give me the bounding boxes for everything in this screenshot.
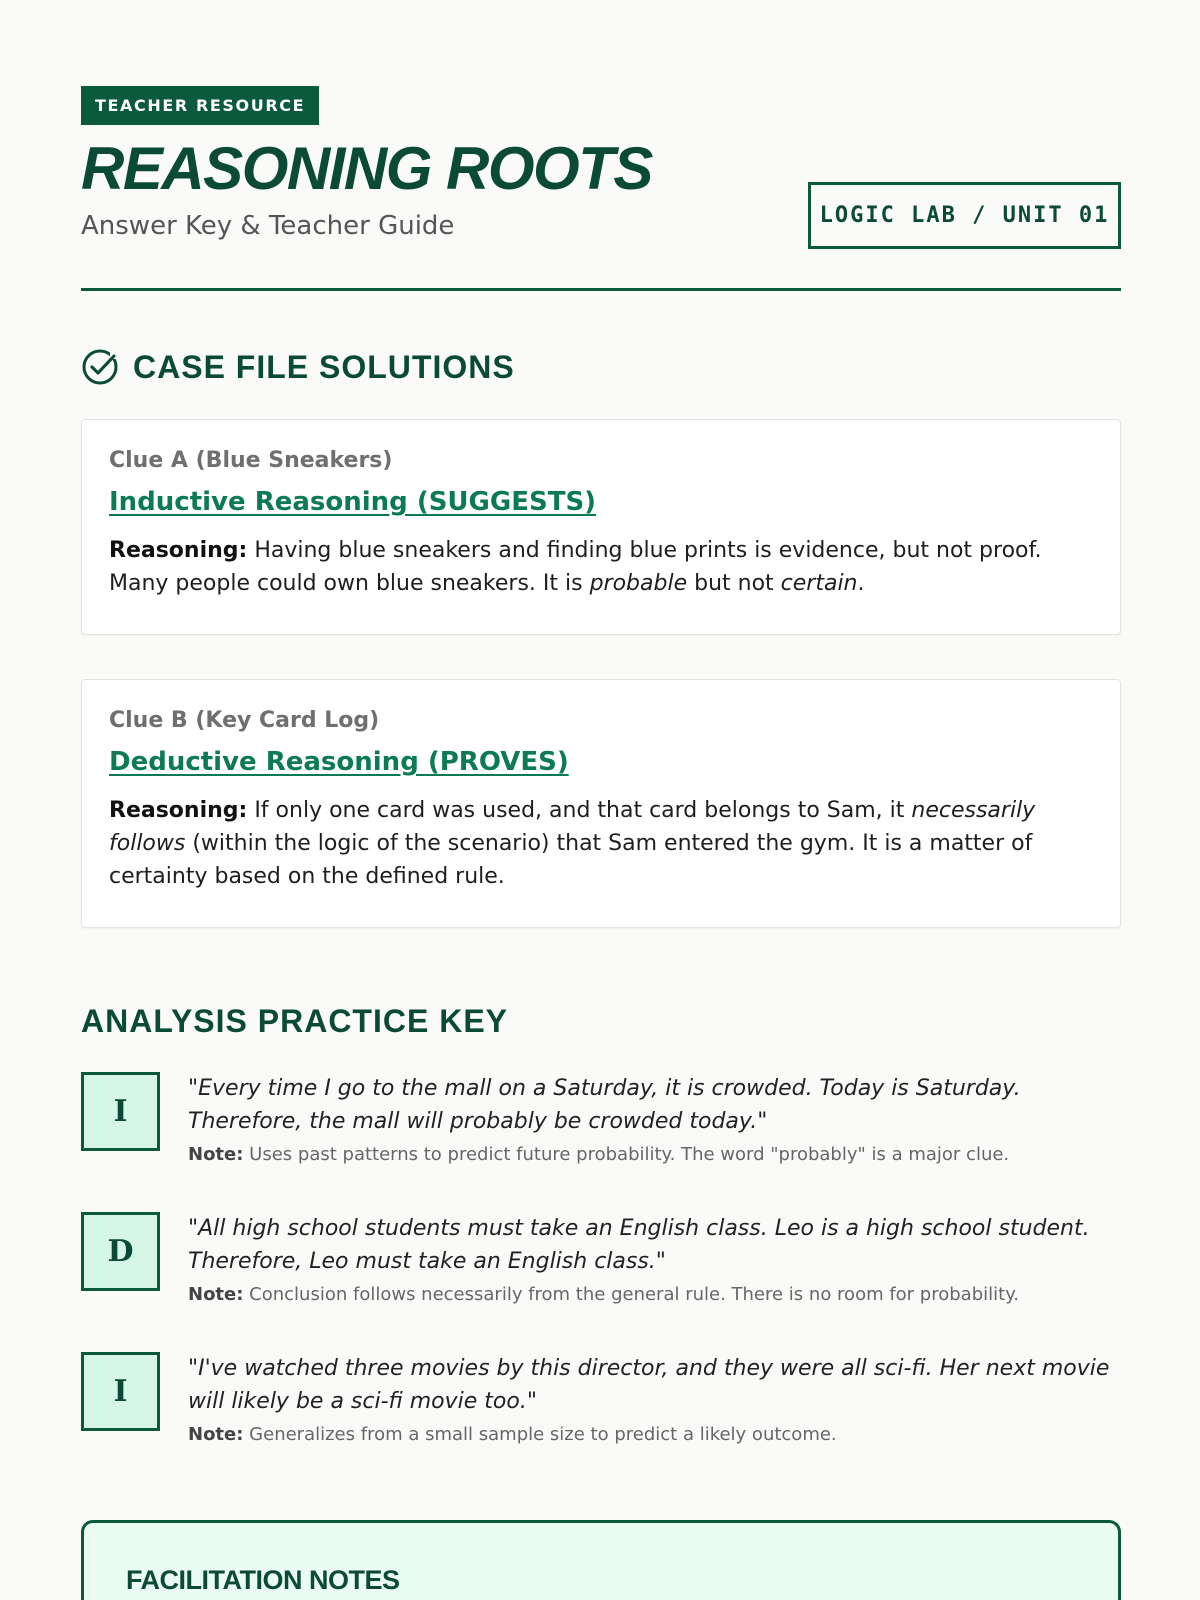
reasoning-emphasis: certain xyxy=(780,571,858,596)
practice-note xyxy=(188,1144,1121,1165)
reasoning-label: Reasoning: xyxy=(109,538,248,563)
reasoning-text: Having blue sneakers and finding blue prints is evidence, but not proof. Many people could own blue sneakers. It is xyxy=(109,538,1042,596)
practice-heading-text: ANALYSIS PRACTICE KEY xyxy=(81,1003,508,1039)
note-label: Note: xyxy=(188,1144,244,1165)
practice-item xyxy=(81,1072,1121,1182)
reasoning-emphasis: probable xyxy=(589,571,688,596)
practice-note xyxy=(188,1424,1121,1445)
answer-box: I xyxy=(81,1352,160,1431)
reasoning-text: . xyxy=(857,571,865,596)
reasoning-text: If only one card was used, and that card belongs to Sam, it xyxy=(247,798,912,823)
answer-box: I xyxy=(81,1072,160,1151)
practice-quote: "Every time I go to the mall on a Saturday, it is crowded. Today is Saturday. Therefore, the mall will probably be crowded today." xyxy=(188,1076,1021,1134)
clue-card-b xyxy=(81,679,1121,928)
reasoning-emphasis: necessarily follows xyxy=(109,798,1036,856)
page-subtitle: Answer Key & Teacher Guide xyxy=(81,211,455,241)
check-circle-icon xyxy=(81,348,119,386)
note-text: Generalizes from a small sample size to predict a likely outcome. xyxy=(243,1424,837,1445)
header-divider xyxy=(81,288,1121,291)
facilitation-notes-box xyxy=(81,1520,1121,1600)
page-title: REASONING ROOTS xyxy=(81,135,652,202)
note-text: Conclusion follows necessarily from the general rule. There is no room for probability. xyxy=(243,1284,1019,1305)
answer-key-page xyxy=(81,86,1121,1595)
reasoning-text: (within the logic of the scenario) that Sam entered the gym. It is a matter of certainty based on the defined rule. xyxy=(109,831,1033,889)
practice-quote: "I've watched three movies by this director, and they were all sci-fi. Her next movie will likely be a sci-fi movie too." xyxy=(188,1356,1110,1414)
answer-box: D xyxy=(81,1212,160,1291)
note-label: Note: xyxy=(188,1424,244,1445)
teacher-resource-badge: TEACHER RESOURCE xyxy=(81,86,319,125)
solutions-heading xyxy=(81,348,515,386)
note-text: Uses past patterns to predict future probability. The word "probably" is a major clue. xyxy=(243,1144,1010,1165)
practice-quote: "All high school students must take an English class. Leo is a high school student. Therefore, Leo must take an English class." xyxy=(188,1216,1090,1274)
clue-answer: Deductive Reasoning (PROVES) xyxy=(109,747,569,777)
practice-item xyxy=(81,1212,1121,1322)
note-label: Note: xyxy=(188,1284,244,1305)
reasoning-text: but not xyxy=(687,571,781,596)
unit-label: LOGIC LAB / UNIT 01 xyxy=(808,182,1121,249)
clue-reasoning xyxy=(109,794,1093,893)
facilitation-heading: FACILITATION NOTES xyxy=(126,1565,400,1595)
practice-item xyxy=(81,1352,1121,1462)
clue-label: Clue A (Blue Sneakers) xyxy=(109,448,393,473)
clue-reasoning xyxy=(109,534,1093,600)
solutions-heading-text: CASE FILE SOLUTIONS xyxy=(133,348,515,385)
clue-card-a xyxy=(81,419,1121,635)
practice-heading xyxy=(81,1003,508,1040)
practice-note xyxy=(188,1284,1121,1305)
clue-label: Clue B (Key Card Log) xyxy=(109,708,380,733)
reasoning-label: Reasoning: xyxy=(109,798,248,823)
clue-answer: Inductive Reasoning (SUGGESTS) xyxy=(109,487,597,517)
